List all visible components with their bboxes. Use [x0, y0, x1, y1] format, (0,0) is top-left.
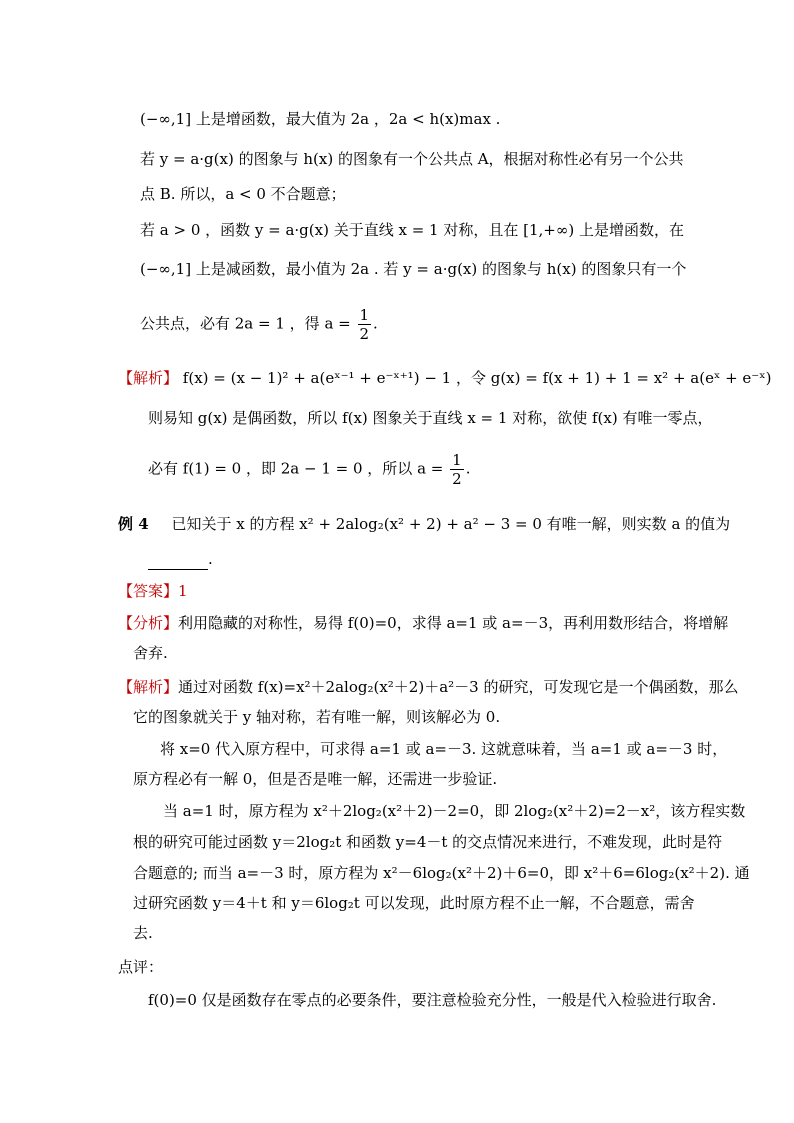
- text-line: 若 y = a·g(x) 的图象与 h(x) 的图象有一个公共点 A，根据对称性必有另一个公共: [140, 150, 684, 168]
- fraction-numerator: 1: [452, 451, 462, 469]
- text-segment: .: [465, 459, 471, 478]
- text-segment: .: [373, 314, 378, 333]
- text-line: [148, 451, 470, 488]
- fraction: [450, 451, 464, 488]
- comment-label: 点评：: [118, 958, 164, 976]
- answer-tag: 【答案】: [118, 582, 179, 600]
- text-line: 点 B. 所以，a < 0 不合题意；: [140, 185, 346, 203]
- fraction-numerator: 1: [359, 306, 370, 324]
- text-segment: 利用隐藏的对称性，易得 f(0)=0，求得 a=1 或 a=－3，再利用数形结合，将增解: [178, 614, 729, 632]
- analysis-tag: 【分析】: [118, 614, 179, 632]
- answer-blank-line: [148, 548, 213, 570]
- fraction-denominator: 2: [359, 325, 370, 343]
- example-text: 已知关于 x 的方程 x² + 2alog₂(x² + 2) + a² − 3 = 0 有唯一解，则实数 a 的值为: [171, 515, 731, 533]
- text-segment: 通过对函数 f(x)=x²＋2alog₂(x²＋2)＋a²－3 的研究，可发现它是一个偶函数，那么: [178, 678, 739, 696]
- answer-blank: [148, 553, 208, 570]
- text-line: 舍弃.: [133, 644, 168, 662]
- text-segment: .: [208, 550, 213, 568]
- text-line: [118, 367, 771, 389]
- text-line: (−∞,1] 上是减函数，最小值为 2a . 若 y = a·g(x) 的图象与 h(x) 的图象只有一个: [140, 260, 687, 278]
- text-line: [140, 306, 378, 343]
- text-line: [118, 676, 738, 698]
- solution-tag: 【解析】: [118, 678, 179, 696]
- text-line: [118, 612, 728, 634]
- text-line: 根的研究可能过函数 y＝2log₂t 和函数 y=4－t 的交点情况来进行，不难发现，此时是符: [133, 833, 723, 851]
- text-line: 原方程必有一解 0，但是否是唯一解，还需进一步验证.: [133, 770, 498, 788]
- text-line: 若 a > 0 ，函数 y = a·g(x) 关于直线 x = 1 对称，且在 [1,+∞) 上是增函数，在: [140, 221, 684, 239]
- analysis-tag: 【解析】: [118, 369, 179, 387]
- fraction-denominator: 2: [452, 470, 462, 488]
- text-line: 则易知 g(x) 是偶函数，所以 f(x) 图象关于直线 x = 1 对称，欲使 f(x) 有唯一零点，: [148, 409, 713, 427]
- example-line: [118, 513, 730, 535]
- answer-value: 1: [178, 582, 188, 600]
- example-label: 例 4: [118, 515, 149, 533]
- answer-line: [118, 580, 188, 602]
- text-line: 过研究函数 y＝4＋t 和 y＝6log₂t 可以发现，此时原方程不止一解，不合题意，需舍: [133, 894, 695, 912]
- text-line: 将 x=0 代入原方程中，可求得 a=1 或 a=－3. 这就意味着，当 a=1 或 a=－3 时，: [160, 740, 728, 758]
- text-line: 它的图象就关于 y 轴对称，若有唯一解，则该解必为 0.: [133, 708, 501, 726]
- fraction: [358, 306, 372, 343]
- text-line: (−∞,1] 上是增函数，最大值为 2a ，2a < h(x)max .: [140, 110, 501, 128]
- text-segment: 必有 f(1) = 0 ，即 2a − 1 = 0 ，所以 a =: [148, 459, 444, 478]
- text-line: 去.: [133, 924, 153, 942]
- text-segment: f(x) = (x − 1)² + a(eˣ⁻¹ + e⁻ˣ⁺¹) − 1 ，令 g(x) = f(x + 1) + 1 = x² + a(eˣ + e⁻ˣ): [182, 369, 772, 387]
- text-line: 合题意的; 而当 a=－3 时，原方程为 x²－6log₂(x²＋2)＋6=0，即 x²＋6=6log₂(x²＋2). 通: [133, 864, 750, 882]
- text-segment: 公共点，必有 2a = 1 ，得 a =: [140, 314, 351, 333]
- comment-text: f(0)=0 仅是函数存在零点的必要条件，要注意检验充分性，一般是代入检验进行取舍.: [148, 991, 717, 1009]
- text-line: 当 a=1 时，原方程为 x²＋2log₂(x²＋2)－2=0，即 2log₂(x²＋2)=2－x²，该方程实数: [163, 802, 746, 820]
